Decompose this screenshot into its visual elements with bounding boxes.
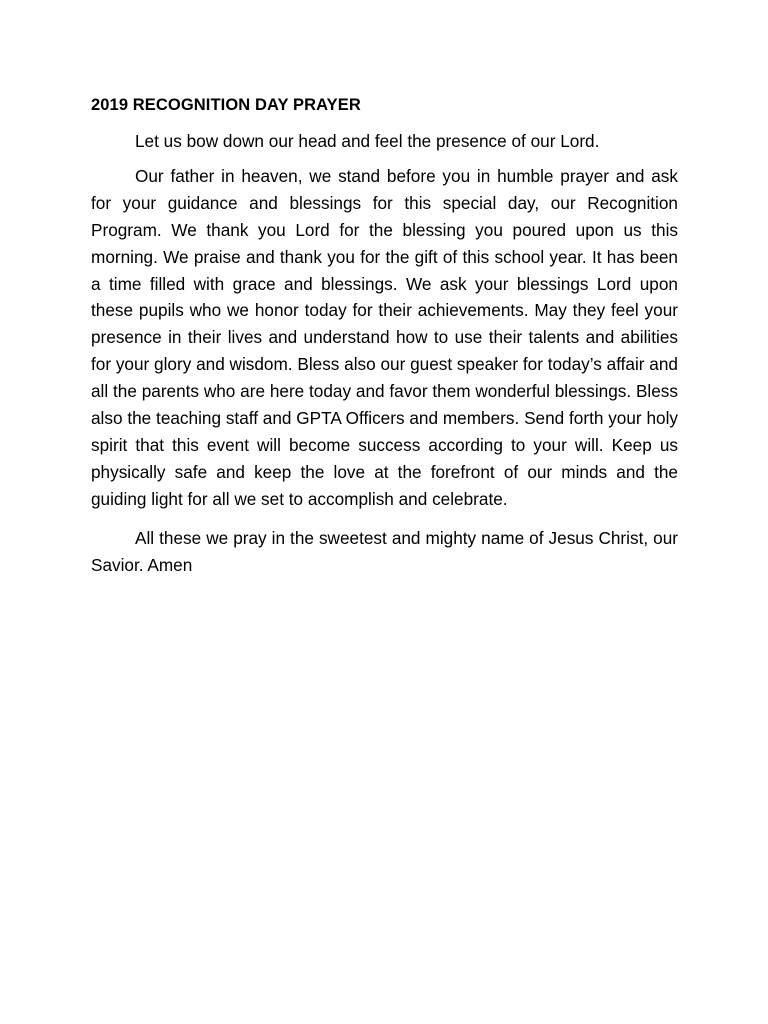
document-title: 2019 RECOGNITION DAY PRAYER: [91, 96, 361, 114]
prayer-paragraph: Our father in heaven, we stand before you in humble prayer and ask for your guidance and blessings for this special day, our Recognition Program. We thank you Lord for the blessing you poured upon us this morning. We praise and thank you for the gift of this school year. It has been a time filled with grace and blessings. We ask your blessings Lord upon these pupils who we honor today for their achievements. May they feel your presence in their lives and understand how to use their talents and abilities for your glory and wisdom. Bless also our guest speaker for today’s affair and all the parents who are here today and favor them wonderful blessings. Bless also the teaching staff and GPTA Officers and members. Send forth your holy spirit that this event will become success according to your will. Keep us physically safe and keep the love at the forefront of our minds and the guiding light for all we set to accomplish and celebrate.: [91, 165, 678, 509]
closing-paragraph: All these we pray in the sweetest and mighty name of Jesus Christ, our Savior. Amen: [91, 527, 678, 575]
opening-paragraph: Let us bow down our head and feel the presence of our Lord.: [135, 131, 600, 151]
document-body: [91, 94, 678, 591]
